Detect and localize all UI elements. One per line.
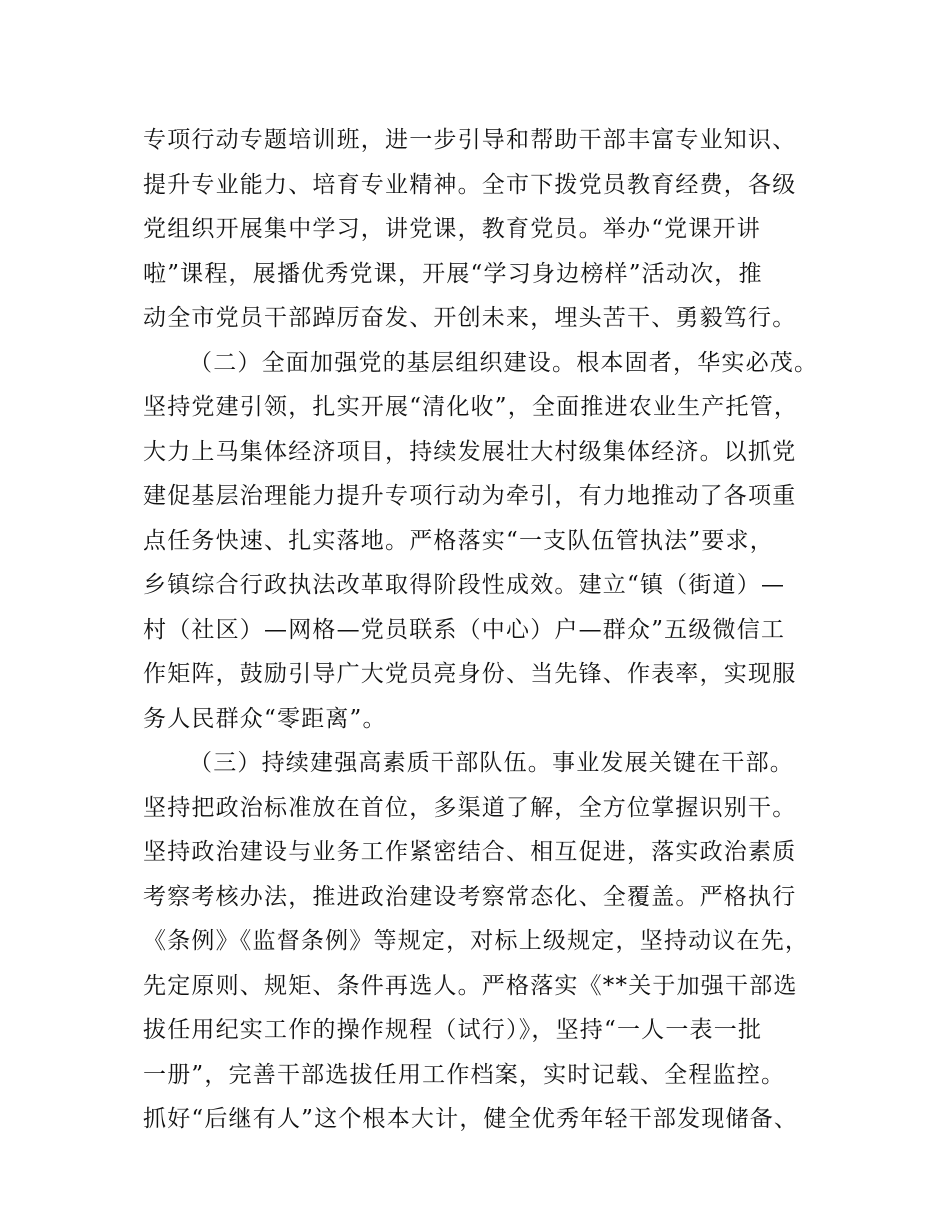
text-line: 大力上马集体经济项目，持续发展壮大村级集体经济。以抓党 — [143, 438, 797, 465]
text-line: 坚持把政治标准放在首位，多渠道了解，全方位掌握识别干。 — [143, 794, 797, 821]
document-body — [143, 118, 833, 1142]
text-line: 村（社区）—网格—党员联系（中心）户—群众”五级微信工 — [143, 616, 786, 643]
section-heading-line: （二）全面加强党的基层组织建设。根本固者，华实必茂。 — [189, 349, 819, 376]
text-line: 先定原则、规矩、条件再选人。严格落实《**关于加强干部选 — [143, 972, 798, 999]
text-line: 提升专业能力、培育专业精神。全市下拨党员教育经费，各级 — [143, 171, 797, 198]
text-line: 坚持政治建设与业务工作紧密结合、相互促进，落实政治素质 — [143, 839, 797, 865]
section-heading-line: （三）持续建强高素质干部队伍。事业发展关键在干部。 — [189, 750, 794, 776]
text-line: 作矩阵，鼓励引导广大党员亮身份、当先锋、作表率，实现服 — [143, 661, 797, 687]
text-line: 乡镇综合行政执法改革取得阶段性成效。建立“镇（街道）— — [143, 572, 786, 598]
text-line: 点任务快速、扎实落地。严格落实“一支队伍管执法”要求， — [143, 527, 774, 554]
text-line: 一册”，完善干部选拔任用工作档案，实时记载、全程监控。 — [143, 1061, 786, 1088]
text-line: 动全市党员干部踔厉奋发、开创未来，埋头苦干、勇毅笃行。 — [143, 305, 797, 331]
text-line: 建促基层治理能力提升专项行动为牵引，有力地推动了各项重 — [143, 483, 797, 509]
text-line: 《条例》《监督条例》等规定，对标上级规定，坚持动议在先， — [143, 928, 810, 954]
text-line: 啦”课程，展播优秀党课，开展“学习身边榜样”活动次，推 — [143, 260, 763, 287]
text-line: 党组织开展集中学习，讲党课，教育党员。举办“党课开讲 — [143, 216, 761, 242]
text-line: 抓好“后继有人”这个根本大计，健全优秀年轻干部发现储备、 — [143, 1106, 799, 1132]
text-line: 坚持党建引领，扎实开展“清化收”，全面推进农业生产托管， — [143, 394, 799, 420]
text-line: 务人民群众“零距离”。 — [143, 705, 387, 732]
text-line: 考察考核办法，推进政治建设考察常态化、全覆盖。严格执行 — [143, 883, 797, 910]
text-line: 专项行动专题培训班，进一步引导和帮助干部丰富专业知识、 — [143, 127, 797, 153]
text-line: 拔任用纪实工作的操作规程（试行）》，坚持“一人一表一批 — [143, 1017, 763, 1043]
